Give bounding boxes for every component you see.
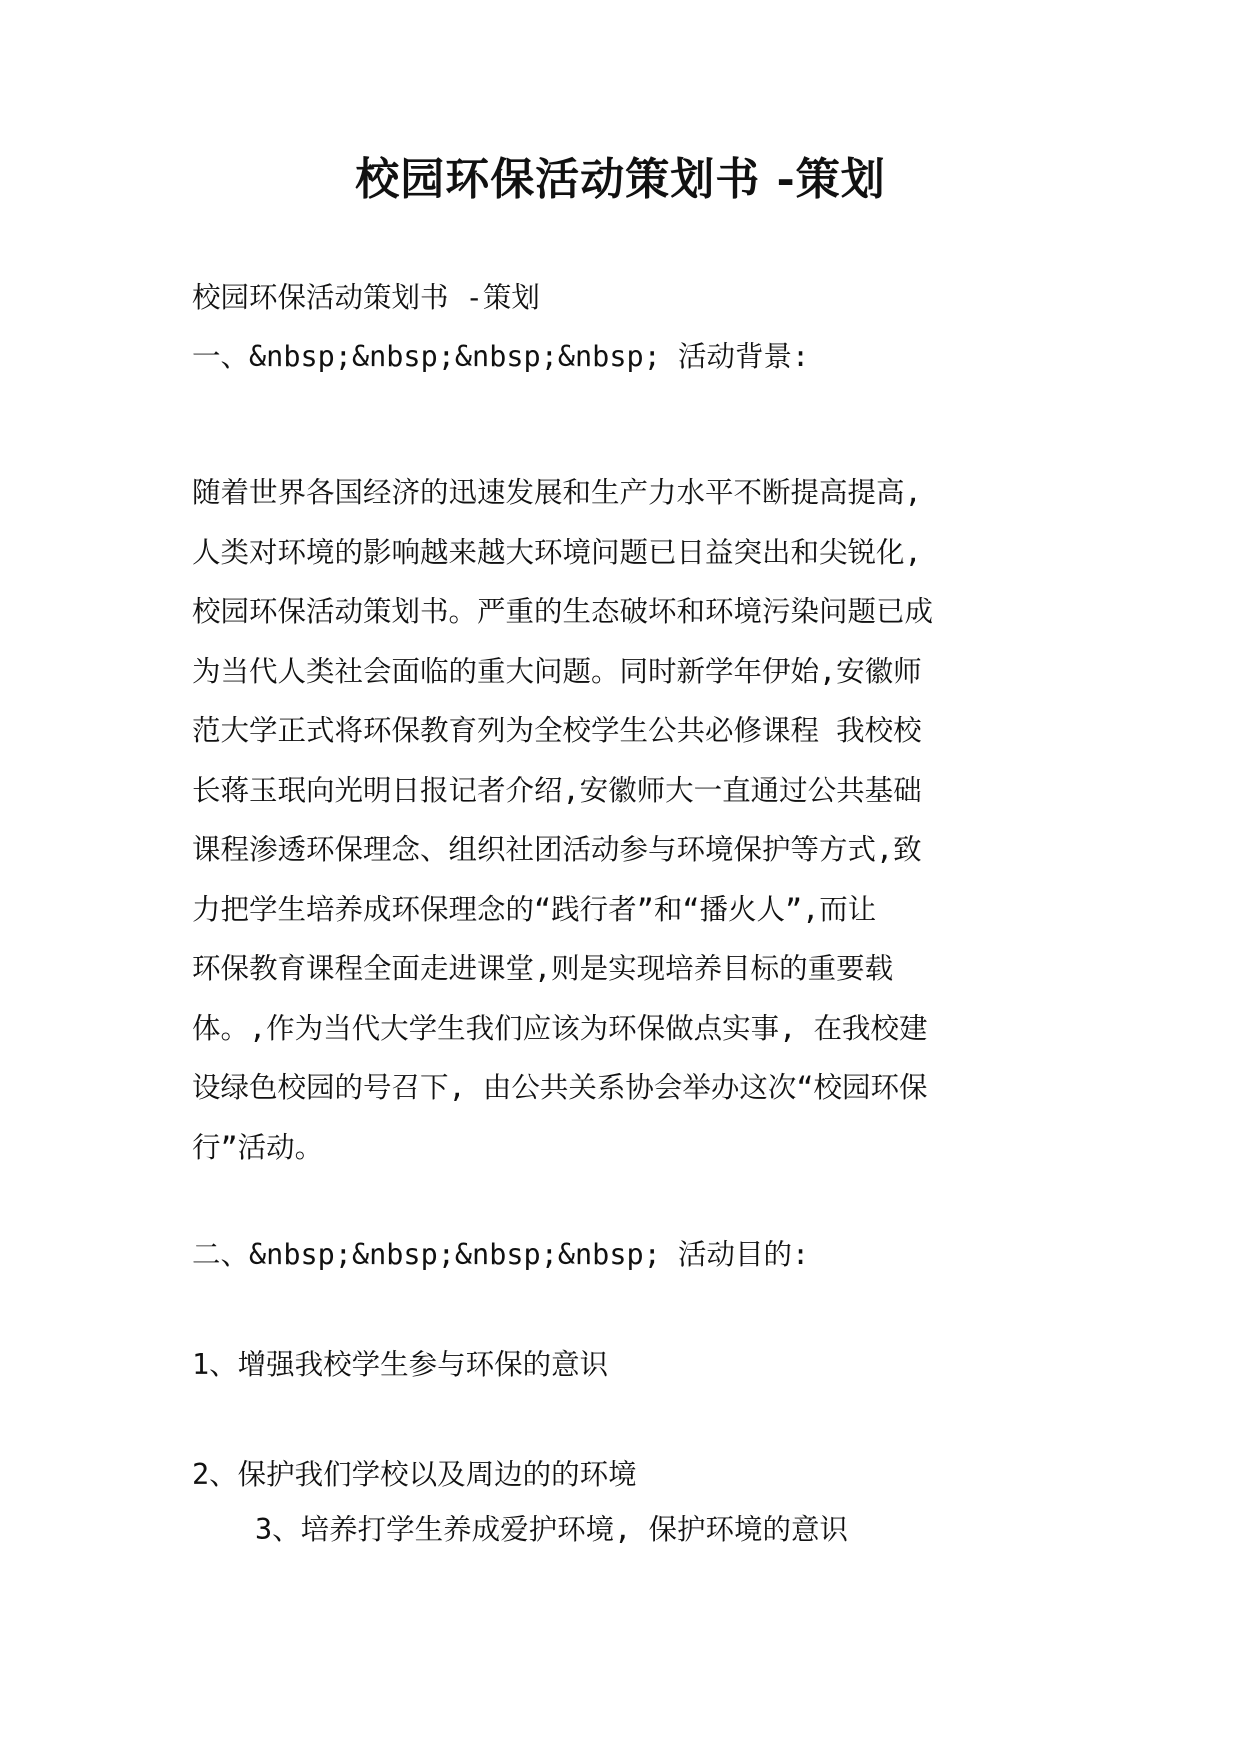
goal-item-2: 2、保护我们学校以及周边的的环境 — [192, 1458, 637, 1491]
paragraph-line: 环保教育课程全面走进课堂,则是实现培养目标的重要载 — [192, 952, 894, 985]
goal-item-3: 3、培养打学生养成爱护环境, 保护环境的意识 — [255, 1513, 848, 1546]
goal-item-1: 1、增强我校学生参与环保的意识 — [192, 1348, 609, 1381]
document-subtitle: 校园环保活动策划书 -策划 — [192, 281, 540, 314]
paragraph-line: 课程渗透环保理念、组织社团活动参与环境保护等方式,致 — [192, 833, 922, 866]
paragraph-line: 范大学正式将环保教育列为全校学生公共必修课程 我校校 — [192, 714, 922, 747]
paragraph-line: 设绿色校园的号召下, 由公共关系协会举办这次“校园环保 — [192, 1071, 928, 1104]
paragraph-line: 体。,作为当代大学生我们应该为环保做点实事, 在我校建 — [192, 1011, 928, 1045]
background-paragraph — [192, 463, 1072, 1177]
paragraph-line: 人类对环境的影响越来越大环境问题已日益突出和尖锐化, — [192, 535, 922, 569]
paragraph-line: 力把学生培养成环保理念的“践行者”和“播火人”,而让 — [192, 892, 877, 926]
section-1-heading: 一、&nbsp;&nbsp;&nbsp;&nbsp; 活动背景: — [192, 340, 810, 373]
paragraph-line: 随着世界各国经济的迅速发展和生产力水平不断提高提高, — [192, 476, 922, 509]
document-title: 校园环保活动策划书 -策划 — [355, 154, 886, 205]
section-2-heading: 二、&nbsp;&nbsp;&nbsp;&nbsp; 活动目的: — [192, 1238, 810, 1271]
paragraph-line: 行”活动。 — [192, 1130, 324, 1164]
paragraph-line: 为当代人类社会面临的重大问题。同时新学年伊始,安徽师 — [192, 654, 922, 688]
paragraph-line: 长蒋玉珉向光明日报记者介绍,安徽师大一直通过公共基础 — [192, 773, 922, 807]
paragraph-line: 校园环保活动策划书。严重的生态破坏和环境污染问题已成 — [192, 595, 934, 628]
